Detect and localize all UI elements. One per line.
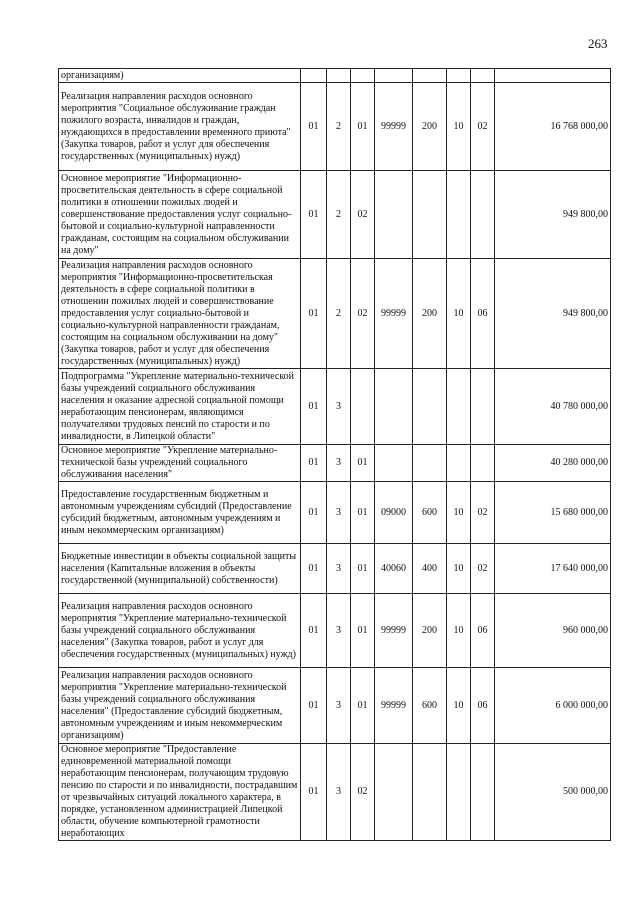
section-code: 01 — [301, 369, 327, 445]
amount: 40 780 000,00 — [495, 369, 611, 445]
direction-code — [375, 445, 413, 482]
section-code — [301, 69, 327, 83]
expense-type-code — [413, 171, 447, 259]
row-description: Основное мероприятие "Укрепление материально-технической базы учреждений социального обслуживания населения" — [59, 445, 301, 482]
section-number: 10 — [447, 83, 471, 171]
amount — [495, 69, 611, 83]
subsection-number: 06 — [471, 594, 495, 668]
subsection-number — [471, 744, 495, 841]
amount: 15 680 000,00 — [495, 482, 611, 544]
row-description: Основное мероприятие "Информационно-просветительская деятельность в сфере социальной политики в отношении пожилых людей и совершенствование предоставления услуг социально-бытовой и социально-культурной направленности гражданам, состоящим на социальном обслуживании на дому" — [59, 171, 301, 259]
section-number — [447, 69, 471, 83]
expense-type-code: 200 — [413, 594, 447, 668]
row-description: Основное мероприятие "Предоставление единовременной материальной помощи неработающим пенсионерам, получающим трудовую пенсию по старости и по инвалидности, пострадавшим от чрезвычайных ситуаций локального характера, в порядке, установленном администрацией Липецкой области, обучение компьютерной грамотности неработающих — [59, 744, 301, 841]
direction-code — [375, 744, 413, 841]
section-number: 10 — [447, 544, 471, 594]
activity-code: 02 — [351, 259, 375, 369]
section-number — [447, 369, 471, 445]
section-code: 01 — [301, 445, 327, 482]
row-description: Реализация направления расходов основного мероприятия "Социальное обслуживание граждан пожилого возраста, инвалидов и граждан, нуждающихся в предоставлении временного приюта" (Закупка товаров, работ и услуг для обеспечения государственных (муниципальных) нужд) — [59, 83, 301, 171]
expense-type-code — [413, 369, 447, 445]
section-number — [447, 171, 471, 259]
expense-type-code: 200 — [413, 259, 447, 369]
table-row — [59, 445, 611, 482]
table-row — [59, 744, 611, 841]
activity-code: 02 — [351, 744, 375, 841]
subsection-number: 06 — [471, 668, 495, 744]
row-description: организациям) — [59, 69, 301, 83]
row-description: Подпрограмма "Укрепление материально-технической базы учреждений социального обслуживания населения и оказание адресной социальной помощи неработающим пенсионерам, являющимся получателями трудовых пенсий по старости и по инвалидности, в Липецкой области" — [59, 369, 301, 445]
subsection-number: 02 — [471, 544, 495, 594]
table-row — [59, 259, 611, 369]
table-row — [59, 544, 611, 594]
expense-type-code: 400 — [413, 544, 447, 594]
row-description: Реализация направления расходов основного мероприятия "Информационно-просветительская деятельность в сфере социальной политики в отношении пожилых людей и совершенствование предоставления услуг социально-бытовой и социально-культурной направленности гражданам, состоящим на социальном обслуживании на дому" (Закупка товаров, работ и услуг для обеспечения государственных (муниципальных) нужд) — [59, 259, 301, 369]
activity-code: 01 — [351, 482, 375, 544]
row-description: Реализация направления расходов основного мероприятия "Укрепление материально-технической базы учреждений социального обслуживания населения" (Закупка товаров, работ и услуг для обеспечения государственных (муниципальных) нужд) — [59, 594, 301, 668]
subprogram-code: 3 — [327, 544, 351, 594]
subprogram-code: 3 — [327, 594, 351, 668]
amount: 6 000 000,00 — [495, 668, 611, 744]
section-number: 10 — [447, 668, 471, 744]
amount: 16 768 000,00 — [495, 83, 611, 171]
table-row — [59, 594, 611, 668]
direction-code: 99999 — [375, 83, 413, 171]
subsection-number: 02 — [471, 482, 495, 544]
subsection-number — [471, 171, 495, 259]
expense-type-code — [413, 445, 447, 482]
subsection-number — [471, 445, 495, 482]
expense-type-code: 200 — [413, 83, 447, 171]
activity-code — [351, 369, 375, 445]
expense-type-code: 600 — [413, 482, 447, 544]
subprogram-code: 3 — [327, 482, 351, 544]
amount: 949 800,00 — [495, 259, 611, 369]
activity-code: 01 — [351, 83, 375, 171]
subprogram-code: 3 — [327, 744, 351, 841]
amount: 40 280 000,00 — [495, 445, 611, 482]
amount: 500 000,00 — [495, 744, 611, 841]
section-code: 01 — [301, 594, 327, 668]
page-number: 263 — [588, 36, 608, 51]
section-code: 01 — [301, 744, 327, 841]
table-row — [59, 171, 611, 259]
direction-code: 99999 — [375, 668, 413, 744]
amount: 960 000,00 — [495, 594, 611, 668]
direction-code: 09000 — [375, 482, 413, 544]
table-row — [59, 369, 611, 445]
expense-type-code: 600 — [413, 668, 447, 744]
direction-code — [375, 171, 413, 259]
expense-type-code — [413, 744, 447, 841]
table-row — [59, 69, 611, 83]
activity-code: 01 — [351, 544, 375, 594]
activity-code: 01 — [351, 445, 375, 482]
table-body — [59, 69, 611, 841]
subprogram-code: 2 — [327, 83, 351, 171]
subsection-number — [471, 369, 495, 445]
direction-code: 40060 — [375, 544, 413, 594]
direction-code — [375, 69, 413, 83]
subprogram-code: 3 — [327, 369, 351, 445]
row-description: Бюджетные инвестиции в объекты социальной защиты населения (Капитальные вложения в объекты государственной (муниципальной) собственности) — [59, 544, 301, 594]
direction-code — [375, 369, 413, 445]
subsection-number: 02 — [471, 83, 495, 171]
subsection-number: 06 — [471, 259, 495, 369]
section-number — [447, 744, 471, 841]
section-code: 01 — [301, 544, 327, 594]
table-row — [59, 668, 611, 744]
subprogram-code: 2 — [327, 171, 351, 259]
table-row — [59, 482, 611, 544]
expense-type-code — [413, 69, 447, 83]
activity-code — [351, 69, 375, 83]
subprogram-code: 3 — [327, 445, 351, 482]
section-code: 01 — [301, 259, 327, 369]
section-code: 01 — [301, 482, 327, 544]
section-number: 10 — [447, 482, 471, 544]
activity-code: 01 — [351, 594, 375, 668]
amount: 17 640 000,00 — [495, 544, 611, 594]
section-code: 01 — [301, 668, 327, 744]
subprogram-code: 3 — [327, 668, 351, 744]
direction-code: 99999 — [375, 594, 413, 668]
activity-code: 02 — [351, 171, 375, 259]
row-description: Предоставление государственным бюджетным и автономным учреждениям субсидий (Предоставление субсидий бюджетным, автономным учреждениям и иным некоммерческим организациям) — [59, 482, 301, 544]
subprogram-code: 2 — [327, 259, 351, 369]
section-number — [447, 445, 471, 482]
section-code: 01 — [301, 83, 327, 171]
section-number: 10 — [447, 594, 471, 668]
section-number: 10 — [447, 259, 471, 369]
subsection-number — [471, 69, 495, 83]
budget-table — [58, 68, 611, 841]
direction-code: 99999 — [375, 259, 413, 369]
subprogram-code — [327, 69, 351, 83]
row-description: Реализация направления расходов основного мероприятия "Укрепление материально-технической базы учреждений социального обслуживания населения" (Предоставление субсидий бюджетным, автономным учреждениям и иным некоммерческим организациям) — [59, 668, 301, 744]
section-code: 01 — [301, 171, 327, 259]
table-row — [59, 83, 611, 171]
activity-code: 01 — [351, 668, 375, 744]
amount: 949 800,00 — [495, 171, 611, 259]
